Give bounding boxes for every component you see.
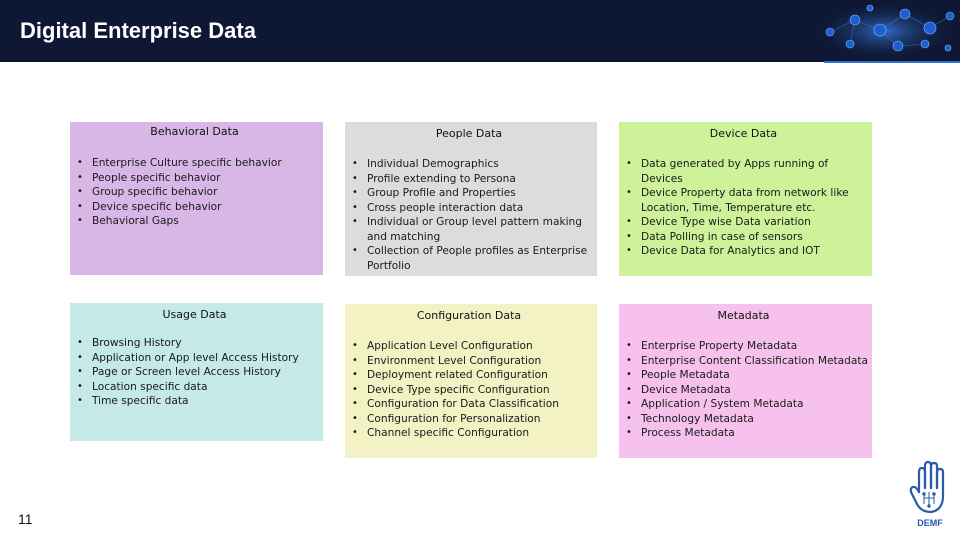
list-item: • Group specific behavior bbox=[70, 185, 319, 200]
list-item: • Device Metadata bbox=[619, 383, 868, 398]
list-item: • Application / System Metadata bbox=[619, 397, 868, 412]
list-item: • Behavioral Gaps bbox=[70, 214, 319, 229]
usage-data-card bbox=[70, 303, 323, 441]
list-item: • Device Type wise Data variation bbox=[619, 215, 868, 230]
bullet-list bbox=[70, 336, 319, 409]
card-title: People Data bbox=[435, 127, 503, 140]
network-icons-illustration bbox=[810, 0, 960, 62]
page-number: 11 bbox=[18, 511, 33, 527]
list-item: • People specific behavior bbox=[70, 171, 319, 186]
list-item: • Cross people interaction data bbox=[345, 201, 593, 216]
list-item: • Location specific data bbox=[70, 380, 319, 395]
list-item: • Enterprise Property Metadata bbox=[619, 339, 868, 354]
card-title: Usage Data bbox=[162, 308, 227, 321]
header-accent-line bbox=[824, 61, 960, 63]
list-item: • People Metadata bbox=[619, 368, 868, 383]
card-title: Configuration Data bbox=[416, 309, 522, 322]
list-item: • Device Property data from network like Location, Time, Temperature etc. bbox=[619, 186, 868, 215]
list-item: • Data Polling in case of sensors bbox=[619, 230, 868, 245]
card-title: Behavioral Data bbox=[150, 125, 239, 138]
bullet-list bbox=[619, 157, 868, 259]
list-item: • Technology Metadata bbox=[619, 412, 868, 427]
bullet-list bbox=[619, 339, 868, 441]
list-item: • Configuration for Data Classification bbox=[345, 397, 593, 412]
card-title: Device Data bbox=[709, 127, 778, 140]
list-item: • Configuration for Personalization bbox=[345, 412, 593, 427]
list-item: • Device Type specific Configuration bbox=[345, 383, 593, 398]
list-item: • Data generated by Apps running of Devices bbox=[619, 157, 868, 186]
list-item: • Environment Level Configuration bbox=[345, 354, 593, 369]
logo-text: DEMF bbox=[917, 518, 943, 528]
hand-logo-icon bbox=[905, 458, 955, 518]
list-item: • Deployment related Configuration bbox=[345, 368, 593, 383]
people-data-card bbox=[345, 122, 597, 276]
list-item: • Time specific data bbox=[70, 394, 319, 409]
page-title: Digital Enterprise Data bbox=[20, 18, 256, 43]
configuration-data-card bbox=[345, 304, 597, 458]
list-item: • Page or Screen level Access History bbox=[70, 365, 319, 380]
list-item: • Group Profile and Properties bbox=[345, 186, 593, 201]
bullet-list bbox=[345, 339, 593, 441]
list-item: • Application Level Configuration bbox=[345, 339, 593, 354]
bullet-list bbox=[70, 156, 319, 229]
list-item: • Profile extending to Persona bbox=[345, 172, 593, 187]
list-item: • Individual or Group level pattern making and matching bbox=[345, 215, 593, 244]
list-item: • Browsing History bbox=[70, 336, 319, 351]
list-item: • Process Metadata bbox=[619, 426, 868, 441]
metadata-card bbox=[619, 304, 872, 458]
list-item: • Enterprise Content Classification Metadata bbox=[619, 354, 868, 369]
device-data-card bbox=[619, 122, 872, 276]
list-item: • Device Data for Analytics and IOT bbox=[619, 244, 868, 259]
list-item: • Individual Demographics bbox=[345, 157, 593, 172]
header-bar bbox=[0, 0, 960, 62]
list-item: • Device specific behavior bbox=[70, 200, 319, 215]
behavioral-data-card bbox=[70, 122, 323, 275]
card-title: Metadata bbox=[717, 309, 770, 322]
list-item: • Application or App level Access History bbox=[70, 351, 319, 366]
list-item: • Channel specific Configuration bbox=[345, 426, 593, 441]
list-item: • Enterprise Culture specific behavior bbox=[70, 156, 319, 171]
bullet-list bbox=[345, 157, 593, 273]
demf-logo bbox=[905, 458, 955, 530]
list-item: • Collection of People profiles as Enterprise Portfolio bbox=[345, 244, 593, 273]
